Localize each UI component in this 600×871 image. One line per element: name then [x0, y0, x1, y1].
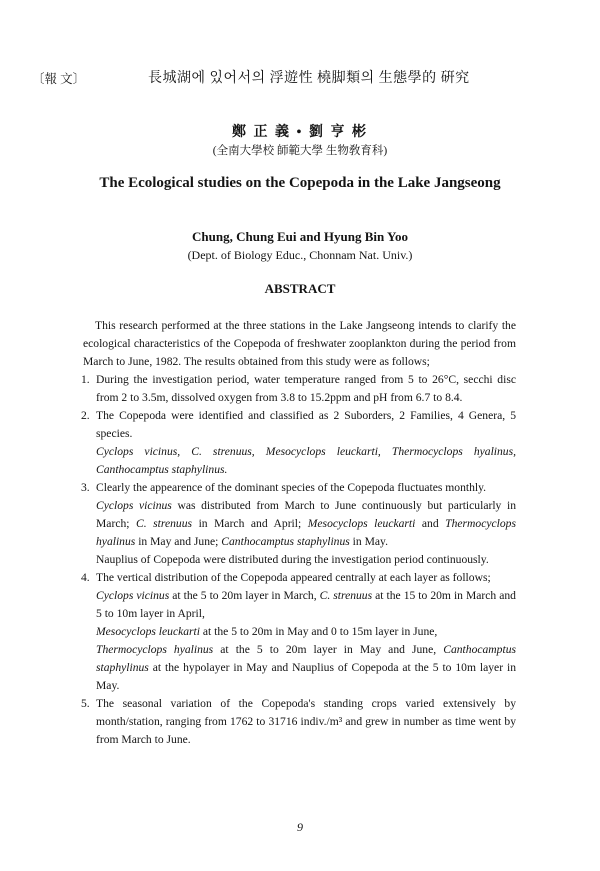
- list-item: [83, 569, 516, 695]
- species-name: Canthocamptus staphylinus.: [96, 463, 228, 476]
- item-text: During the investigation period, water temperature ranged from 5 to 26°C, secchi disc from 2 to 3.5m, dissolved oxygen from 3.8 to 15.2ppm and pH from 6.7 to 8.4.: [96, 373, 516, 404]
- text-run: was distributed from March to June continuously but particularly in March;: [96, 499, 516, 530]
- text-run: in May and June;: [135, 535, 222, 548]
- item-text: The seasonal variation of the Copepoda's standing crops varied extensively by month/station, ranging from 1762 to 31716 indiv./m³ and grew in number as time went by from March to June.: [96, 697, 516, 746]
- list-item: [83, 695, 516, 749]
- item-text: The vertical distribution of the Copepoda appeared centrally at each layer as follows;: [96, 571, 491, 584]
- species-list: [96, 443, 516, 479]
- item-paragraph: [96, 497, 516, 551]
- species-name: Mesocyclops leuckarti: [307, 517, 416, 530]
- text-run: in May.: [349, 535, 388, 548]
- item-text: The Copepoda were identified and classified as 2 Suborders, 2 Families, 4 Genera, 5 species.: [96, 409, 516, 440]
- english-title: The Ecological studies on the Copepoda in the Lake Jangseong: [99, 175, 501, 191]
- korean-title: 長城湖에 있어서의 浮遊性 橈脚類의 生態學的 硏究: [148, 71, 470, 86]
- species-name: Mesocyclops leuckarti: [96, 625, 200, 638]
- species-name: Cyclops vicinus,: [96, 445, 181, 458]
- item-paragraph: [96, 641, 516, 695]
- text-run: at the 5 to 20m layer in May and June,: [213, 643, 444, 656]
- species-name: C. strenuus: [319, 589, 373, 602]
- species-name: Thermocyclops hyalinus,: [391, 445, 517, 458]
- item-number: 3.: [81, 481, 90, 494]
- item-number: 4.: [81, 571, 90, 584]
- text-run: in March and April;: [192, 517, 308, 530]
- item-paragraph: [96, 587, 516, 623]
- page-number: 9: [297, 820, 303, 834]
- section-tag: 〔報 文〕: [32, 72, 86, 86]
- abstract-heading: ABSTRACT: [264, 281, 336, 296]
- text-run: and: [415, 517, 446, 530]
- list-item: [83, 407, 516, 479]
- intro-paragraph: This research performed at the three stations in the Lake Jangseong intends to clarify the ecological characteristics of the Copepoda of freshwater zooplankton during the period from March to June, 1982. The results obtained from this study were as follows;: [83, 319, 516, 368]
- text-run: at the 5 to 20m in May and 0 to 15m layer in June,: [199, 625, 438, 638]
- species-name: C. strenuus: [136, 517, 193, 530]
- species-name: Canthocamptus staphylinus: [96, 643, 517, 674]
- authors-english: Chung, Chung Eui and Hyung Bin Yoo: [192, 229, 408, 244]
- abstract-body: [83, 317, 516, 749]
- affiliation-english: (Dept. of Biology Educ., Chonnam Nat. Univ.): [187, 248, 413, 262]
- text-run: at the hypolayer in May and Nauplius of Copepoda at the 5 to 10m layer in May.: [96, 661, 516, 692]
- text-run: at the 15 to 20m in March and 5 to 10m layer in April,: [96, 589, 516, 620]
- item-paragraph: [96, 623, 516, 641]
- species-name: Mesocyclops leuckarti,: [265, 445, 381, 458]
- list-item: [83, 479, 516, 569]
- species-name: Canthocamptus staphylinus: [221, 535, 350, 548]
- list-item: [83, 371, 516, 407]
- species-name: Cyclops vicinus: [96, 499, 172, 512]
- affiliation-korean: (全南大學校 師範大學 生物敎育科): [212, 145, 388, 157]
- item-text: Clearly the appearence of the dominant species of the Copepoda fluctuates monthly.: [96, 481, 487, 494]
- species-name: C. strenuus,: [191, 445, 255, 458]
- item-number: 5.: [81, 697, 90, 710]
- item-paragraph: Nauplius of Copepoda were distributed during the investigation period continuously.: [96, 553, 489, 566]
- text-run: at the 5 to 20m layer in March,: [169, 589, 320, 602]
- authors-korean: 鄭 正 義 • 劉 亨 彬: [232, 125, 368, 140]
- species-name: Thermocyclops hyalinus: [96, 517, 516, 548]
- item-number: 1.: [81, 373, 90, 386]
- species-name: Cyclops vicinus: [96, 589, 170, 602]
- item-number: 2.: [81, 409, 90, 422]
- species-name: Thermocyclops hyalinus: [96, 643, 214, 656]
